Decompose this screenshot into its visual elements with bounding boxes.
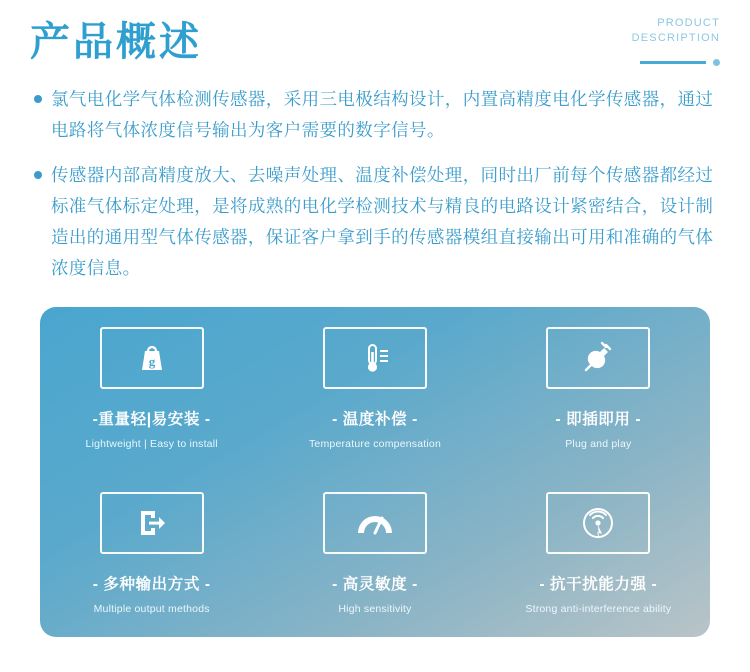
feature-title: - 温度补偿 -: [332, 411, 418, 428]
feature-grid: [40, 307, 710, 637]
list-item-text: 氯气电化学气体检测传感器，采用三电极结构设计，内置高精度电化学传感器，通过电路将气体浓度信号输出为客户需要的数字信号。: [51, 89, 714, 140]
feature-cell-anti-interference: [487, 472, 710, 637]
feature-cell-output-methods: [40, 472, 263, 637]
page-title: 产品概述: [30, 20, 202, 64]
feature-cell-weight: [40, 307, 263, 472]
feature-icon-frame: [546, 327, 650, 389]
header-divider: [640, 58, 720, 66]
page-title-english-line1: PRODUCT: [657, 17, 720, 29]
thermometer-icon: [358, 341, 392, 375]
feature-icon-frame: [323, 327, 427, 389]
feature-title: - 即插即用 -: [555, 411, 642, 428]
header-divider-bar: [640, 61, 706, 64]
list-item: [34, 84, 716, 146]
feature-icon-frame: [323, 492, 427, 554]
feature-subtitle: High sensitivity: [338, 603, 412, 615]
page-header: [0, 0, 750, 78]
power-plug-icon: [580, 341, 616, 375]
feature-subtitle: Multiple output methods: [93, 603, 210, 615]
feature-subtitle: Temperature compensation: [308, 438, 442, 450]
feature-icon-frame: [100, 492, 204, 554]
feature-cell-temperature: [263, 307, 486, 472]
header-divider-dot: [713, 59, 720, 66]
output-arrow-icon: [135, 506, 169, 540]
list-item-text: 传感器内部高精度放大、去噪声处理、温度补偿处理，同时出厂前每个传感器都经过标准气体标定处理，是将成熟的电化学检测技术与精良的电路设计紧密结合，设计制造出的通用型气体传感器，保证客户拿到手的传感器模组直接输出可用和准确的气体浓度信息。: [51, 165, 714, 278]
feature-icon-frame: [100, 327, 204, 389]
feature-title: - 多种输出方式 -: [92, 576, 211, 593]
feature-subtitle: Plug and play: [565, 438, 632, 450]
gauge-icon: [355, 508, 395, 538]
page-title-english: [632, 16, 720, 46]
feature-title: -重量轻|易安装 -: [92, 411, 211, 428]
feature-cell-sensitivity: [263, 472, 486, 637]
feature-subtitle: Lightweight | Easy to install: [85, 438, 218, 450]
page-title-english-line2: DESCRIPTION: [631, 32, 720, 44]
signal-shield-icon: [581, 506, 615, 540]
feature-panel: [40, 307, 710, 637]
bullet-dot-icon: [34, 95, 42, 103]
feature-title: - 高灵敏度 -: [332, 576, 418, 593]
svg-text:g: g: [148, 354, 155, 369]
feature-icon-frame: [546, 492, 650, 554]
weight-icon: [135, 341, 169, 375]
feature-subtitle: Strong anti-interference ability: [525, 603, 672, 615]
feature-cell-plug-and-play: [487, 307, 710, 472]
description-list: [0, 78, 750, 284]
list-item: [34, 160, 716, 284]
feature-title: - 抗干扰能力强 -: [539, 576, 658, 593]
bullet-dot-icon: [34, 171, 42, 179]
